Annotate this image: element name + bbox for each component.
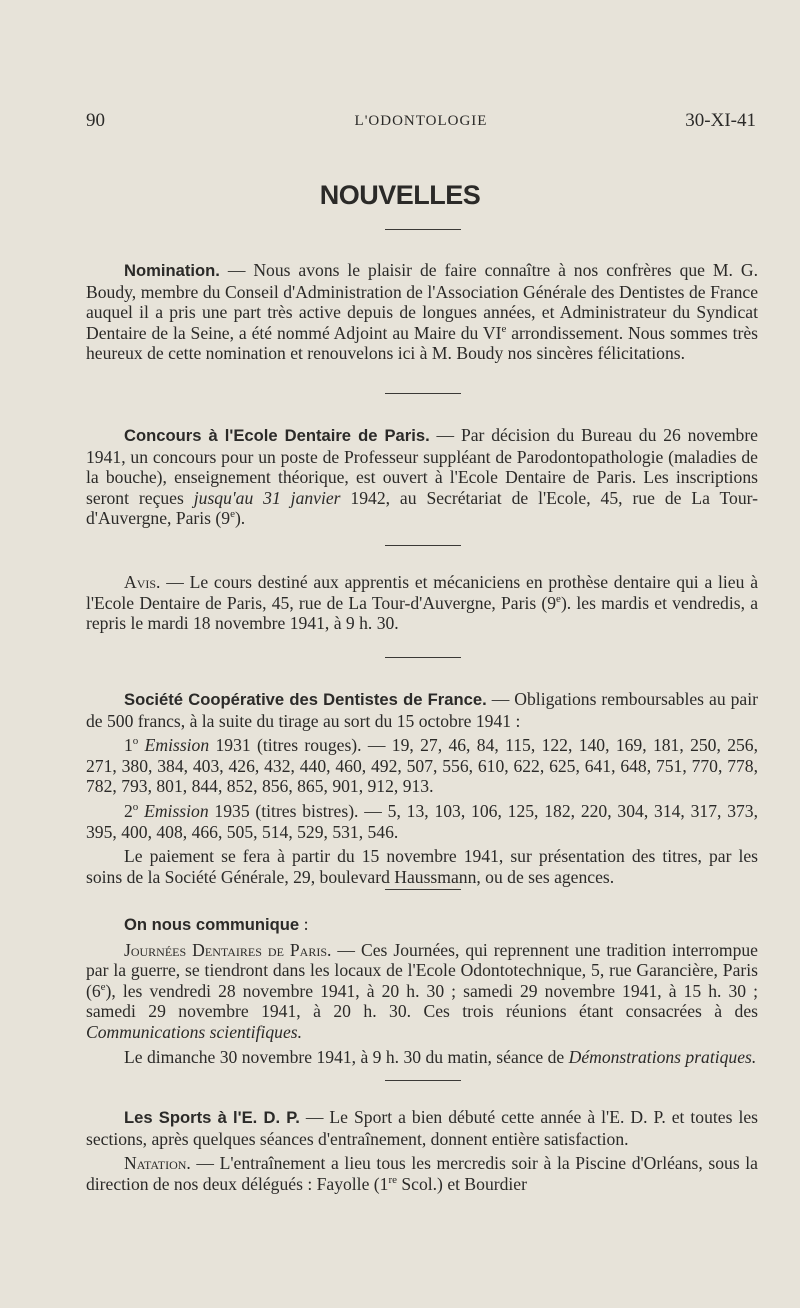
divider <box>385 393 461 394</box>
divider <box>385 229 461 230</box>
divider <box>385 545 461 546</box>
communique-section: On nous communique : Journées Dentaires de Paris. — Ces Journées, qui reprennent une tradition interrompue par la guerre, se tiendront dans les locaux de l'Ecole Odontotechnique, 5, rue Garancière, Paris (6e), les vendredi 28 novembre 1941, à 20 h. 30 ; samedi 29 novembre 1941, à 15 h. 30 ; samedi 29 novembre 1941, à 20 h. 30. Ces trois réunions étant consacrées à des Communications scientifiques. Le dimanche 30 novembre 1941, à 9 h. 30 du matin, séance de Démonstrations pratiques. <box>86 914 758 1067</box>
page-title: NOUVELLES <box>319 180 481 210</box>
divider <box>385 1080 461 1081</box>
nomination-section: Nomination. — Nous avons le plaisir de faire connaître à nos confrères que M. G. Boudy, membre du Conseil d'Administration de l'Association Générale des Dentistes de France auquel il a pris une part très active depuis de longues années, et Administrateur du Syndicat Dentaire de la Seine, a été nommé Adjoint au Maire du VIe arrondissement. Nous sommes très heureux de cette nomination et renouvelons ici à M. Boudy nos sincères félicitations. <box>86 260 758 364</box>
section-heading: Les Sports à l'E. D. P. <box>124 1108 300 1127</box>
cooperative-section: Société Coopérative des Dentistes de France. — Obligations remboursables au pair de 500 francs, à la suite du tirage au sort du 15 octobre 1941 : 1$^o$ Emission 1931 (titres rouges). — 19, 27, 46, 84, 115, 122, 140, 169, 181, 250, 256, 271, 380, 384, 403, 426, 432, 440, 460, 492, 507, 556, 610, 622, 625, 641, 648, 751, 770, 778, 782, 793, 801, 844, 852, 856, 865, 901, 912, 913. 2$^o$ Emission 1935 (titres bistres). — 5, 13, 103, 106, 125, 182, 220, 304, 314, 317, 373, 395, 400, 408, 466, 505, 514, 529, 531, 546. Le paiement se fera à partir du 15 novembre 1941, sur présentation des titres, par les soins de la Société Générale, 29, boulevard Haussmann, ou de ses agences. <box>86 689 758 887</box>
avis-section: Avis. — Le cours destiné aux apprentis et mécaniciens en prothèse dentaire qui a lieu à l'Ecole Dentaire de Paris, 45, rue de La Tour-d'Auvergne, Paris (9e). les mardis et vendredis, a repris le mardi 18 novembre 1941, à 9 h. 30. <box>86 572 758 634</box>
sports-section: Les Sports à l'E. D. P. — Le Sport a bien débuté cette année à l'E. D. P. et toutes les sections, après quelques séances d'entraînement, donnent entière satisfaction. Natation. — L'entraînement a lieu tous les mercredis soir à la Piscine d'Orléans, sous la direction de nos deux délégués : Fayolle (1re Scol.) et Bourdier <box>86 1107 758 1194</box>
page-number: 90 <box>86 110 105 131</box>
section-heading: On nous communique <box>124 915 300 934</box>
section-label: Avis. <box>124 572 161 592</box>
section-label: Natation. <box>124 1153 191 1174</box>
running-header <box>86 110 756 138</box>
section-label: Journées Dentaires de Paris. <box>124 939 332 960</box>
section-heading: Société Coopérative des Dentistes de France. <box>124 690 487 709</box>
journal-title: L'ODONTOLOGIE <box>354 113 488 129</box>
divider <box>385 657 461 658</box>
concours-section: Concours à l'Ecole Dentaire de Paris. — Par décision du Bureau du 26 novembre 1941, un concours pour un poste de Professeur suppléant de Parodontopathologie (maladies de la bouche), enseignement théorique, est ouvert à l'Ecole Dentaire de Paris. Les inscriptions seront reçues jusqu'au 31 janvier 1942, au Secrétariat de l'Ecole, 45, rue de La Tour-d'Auvergne, Paris (9e). <box>86 425 758 529</box>
issue-date: 30-XI-41 <box>685 110 756 131</box>
section-heading: Nomination. <box>124 261 220 280</box>
section-heading: Concours à l'Ecole Dentaire de Paris. <box>124 426 430 445</box>
divider <box>385 889 461 890</box>
